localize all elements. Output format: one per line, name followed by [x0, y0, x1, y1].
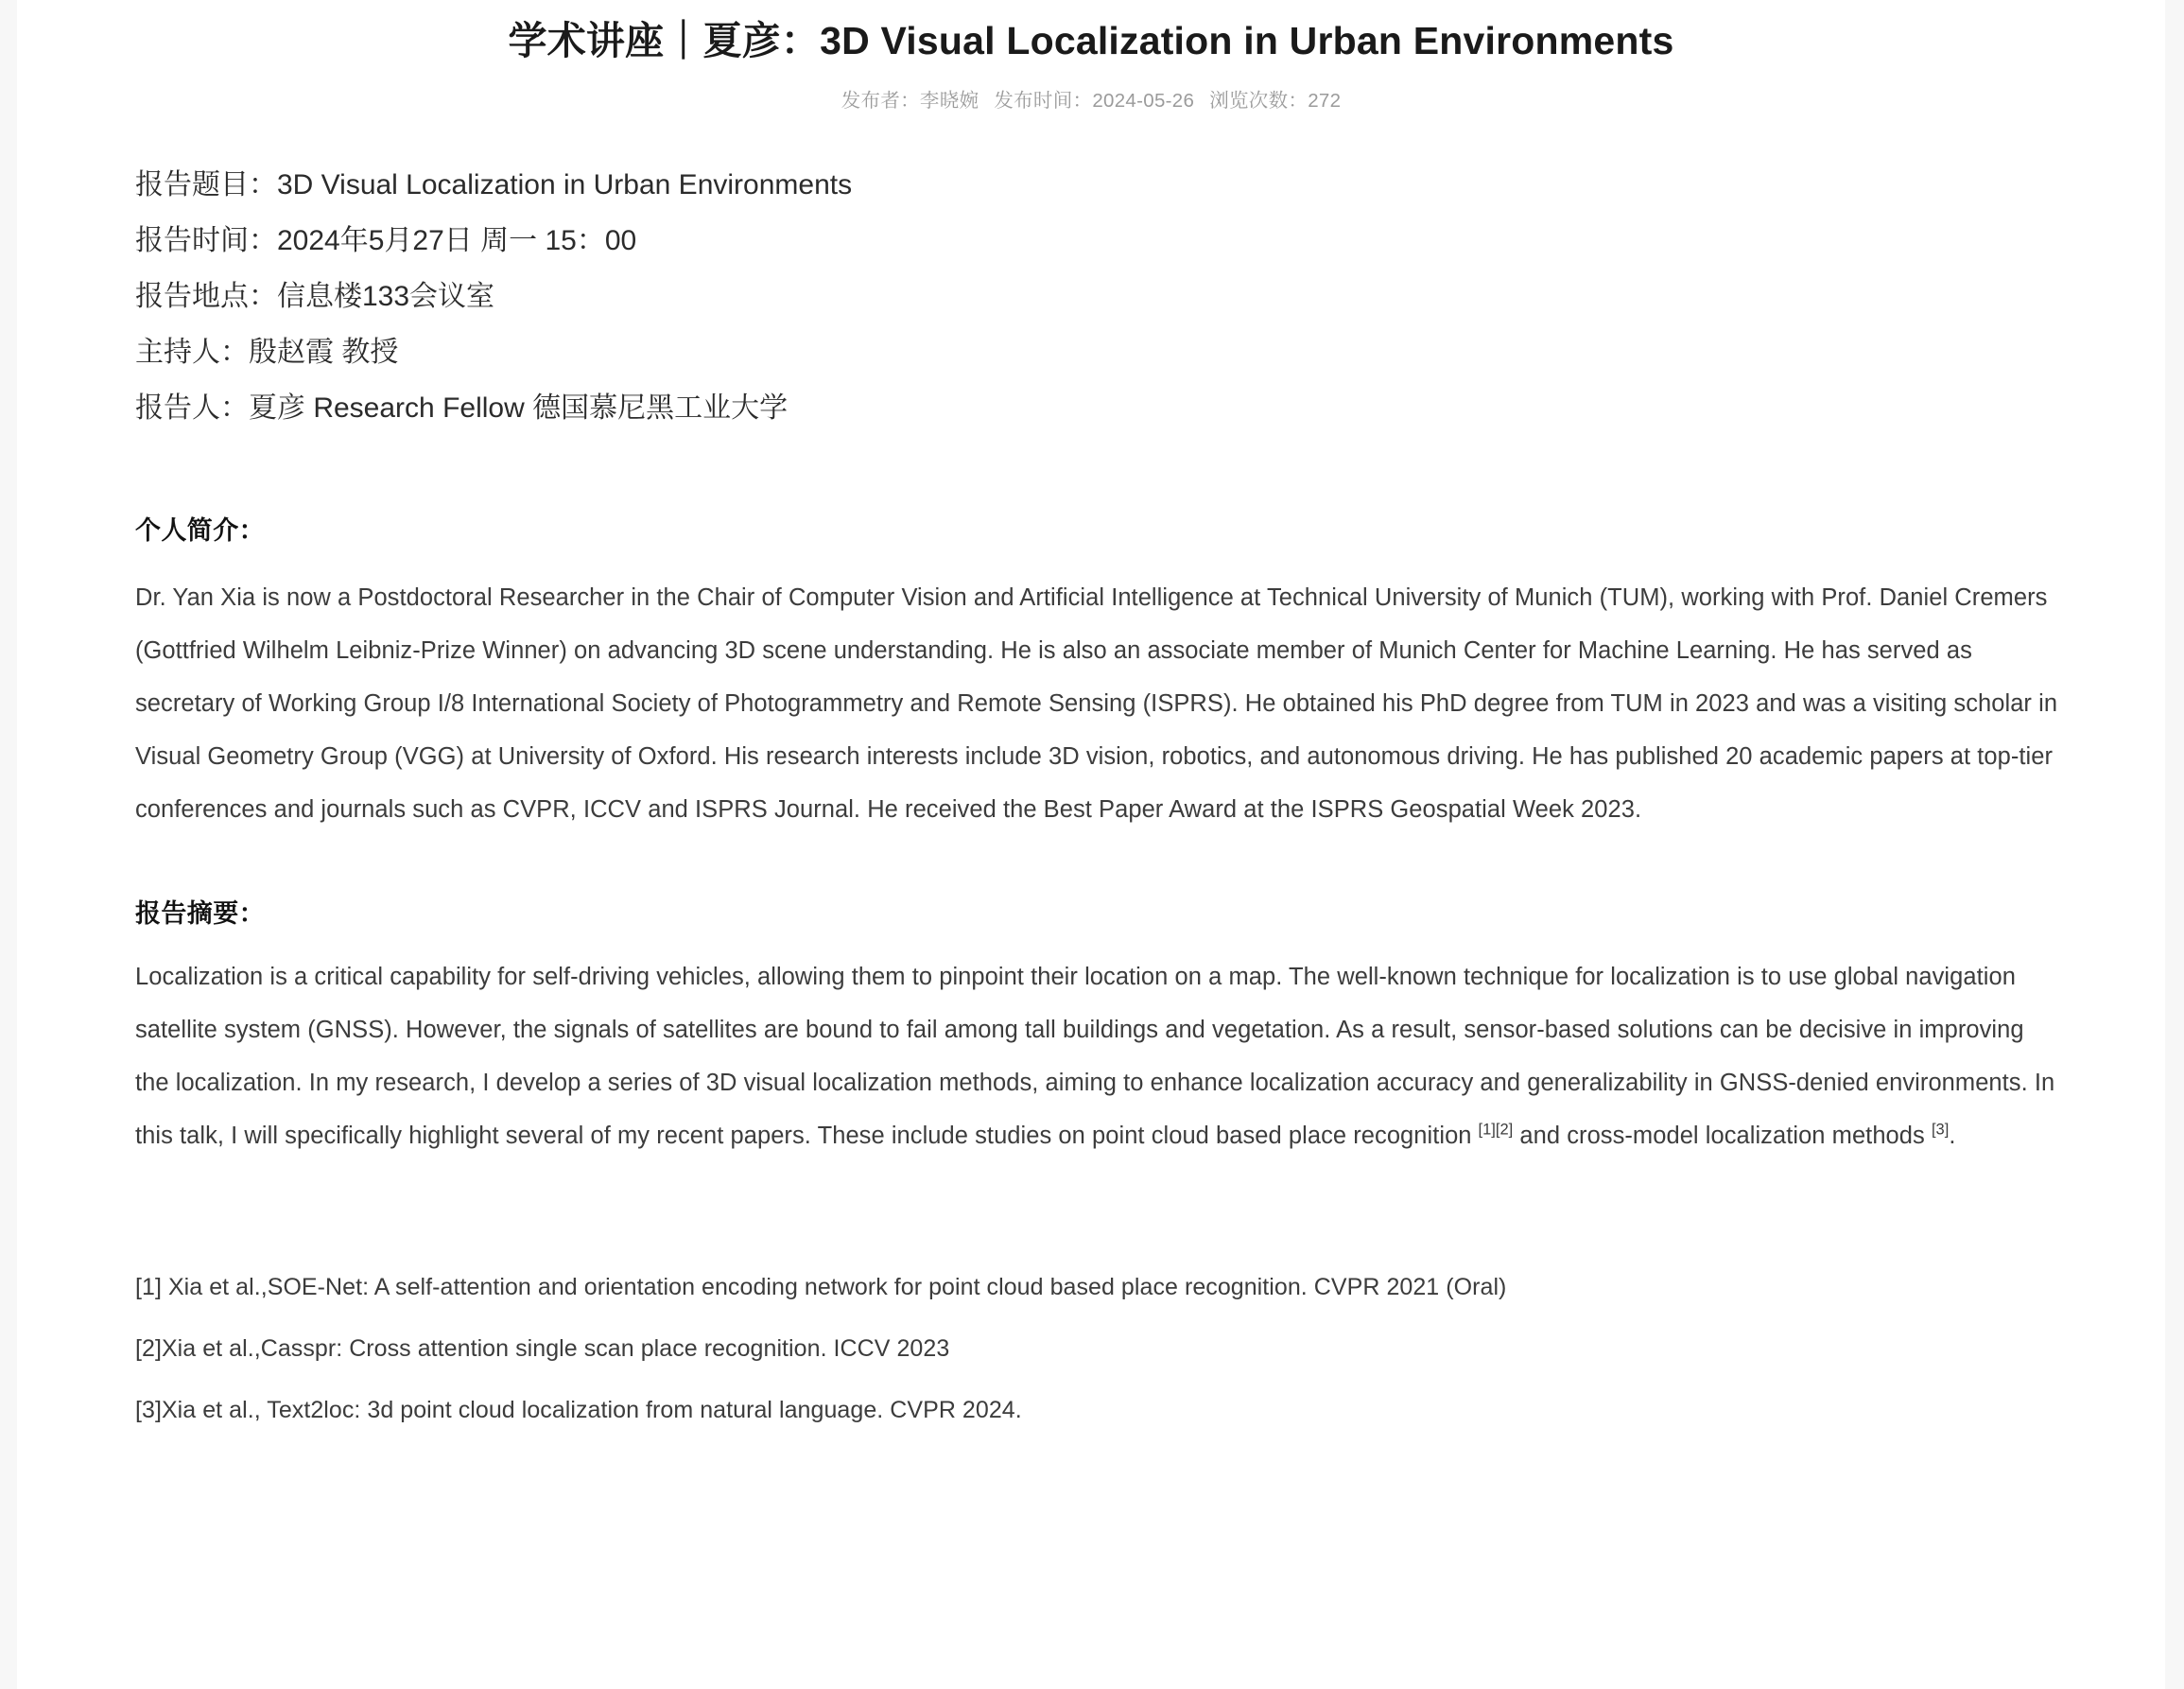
- views-meta: [1209, 90, 1341, 112]
- views-value: 272: [1308, 90, 1342, 113]
- references-list: [135, 1257, 2061, 1441]
- abstract-text-part2: and cross-model localization methods: [1519, 1123, 1925, 1150]
- article-header: [17, 0, 2165, 115]
- bio-paragraph: Dr. Yan Xia is now a Postdoctoral Researcher in the Chair of Computer Vision and Artificial Intelligence at Technical University of Munich (TUM), working with Prof. Daniel Cremers (Gottfried Wilhelm Leibniz-Prize Winner) on advancing 3D scene understanding. He is also an associate member of Munich Center for Machine Learning. He has served as secretary of Working Group I/8 International Society of Photogrammetry and Remote Sensing (ISPRS). He obtained his PhD degree from TUM in 2023 and was a visiting scholar in Visual Geometry Group (VGG) at University of Oxford. His research interests include 3D vision, robotics, and autonomous driving. He has published 20 academic papers at top-tier conferences and journals such as CVPR, ICCV and ISPRS Journal. He received the Best Paper Award at the ISPRS Geospatial Week 2023.: [135, 584, 2058, 824]
- info-line-time: 报告时间：2024年5月27日 周一 15：00: [135, 225, 637, 257]
- publisher-meta: [841, 90, 979, 112]
- publisher-label: 发布者：: [841, 90, 920, 113]
- lecture-info-block: [135, 157, 2061, 436]
- article-content: [17, 157, 2165, 1441]
- article-meta: [17, 88, 2165, 115]
- reference-item: [2]Xia et al.,Casspr: Cross attention single scan place recognition. ICCV 2023: [135, 1335, 950, 1363]
- abstract-heading-wrap: [135, 893, 2061, 930]
- page-title: 学术讲座｜夏彦：3D Visual Localization in Urban Environments: [508, 19, 1674, 62]
- abstract-paragraph-wrap: [135, 950, 2061, 1162]
- bio-section-heading: 个人简介：: [135, 516, 265, 546]
- reference-item: [3]Xia et al., Text2loc: 3d point cloud localization from natural language. CVPR 2024.: [135, 1397, 1022, 1424]
- info-line-topic: 报告题目：3D Visual Localization in Urban Environments: [135, 169, 853, 201]
- article-page: [17, 0, 2165, 1689]
- publish-date-value: 2024-05-26: [1092, 90, 1195, 113]
- citation-marker-1-2: [1][2]: [1478, 1121, 1514, 1139]
- abstract-section-heading: 报告摘要：: [135, 899, 265, 929]
- reference-item: [1] Xia et al.,SOE-Net: A self-attention and orientation encoding network for point cloud based place recognition. CVPR 2021 (Oral): [135, 1274, 1507, 1301]
- info-line-speaker: 报告人：夏彦 Research Fellow 德国慕尼黑工业大学: [135, 392, 789, 425]
- publish-date-meta: [994, 90, 1194, 112]
- views-label: 浏览次数：: [1209, 90, 1309, 113]
- abstract-text-part1: Localization is a critical capability for self-driving vehicles, allowing them to pinpoint their location on a map. The well-known technique for localization is to use global navigation satellite system (GNSS). However, the signals of satellites are bound to fail among tall buildings and vegetation. As a result, sensor-based solutions can be decisive in improving the localization. In my research, I develop a series of 3D visual localization methods, aiming to enhance localization accuracy and generalizability in GNSS-denied environments. In this talk, I will specifically highlight several of my recent papers. These include studies on point cloud based place recognition: [135, 964, 2055, 1150]
- bio-heading-wrap: [135, 510, 2061, 547]
- info-line-host: 主持人：殷赵霞 教授: [135, 337, 399, 369]
- info-line-location: 报告地点：信息楼133会议室: [135, 281, 495, 313]
- citation-marker-3: [3]: [1931, 1121, 1950, 1139]
- publisher-value: 李晓婉: [919, 90, 979, 113]
- abstract-paragraph: [135, 950, 2061, 1162]
- publish-date-label: 发布时间：: [994, 90, 1093, 113]
- abstract-text-part3: .: [1949, 1123, 1956, 1150]
- bio-paragraph-wrap: [135, 571, 2061, 836]
